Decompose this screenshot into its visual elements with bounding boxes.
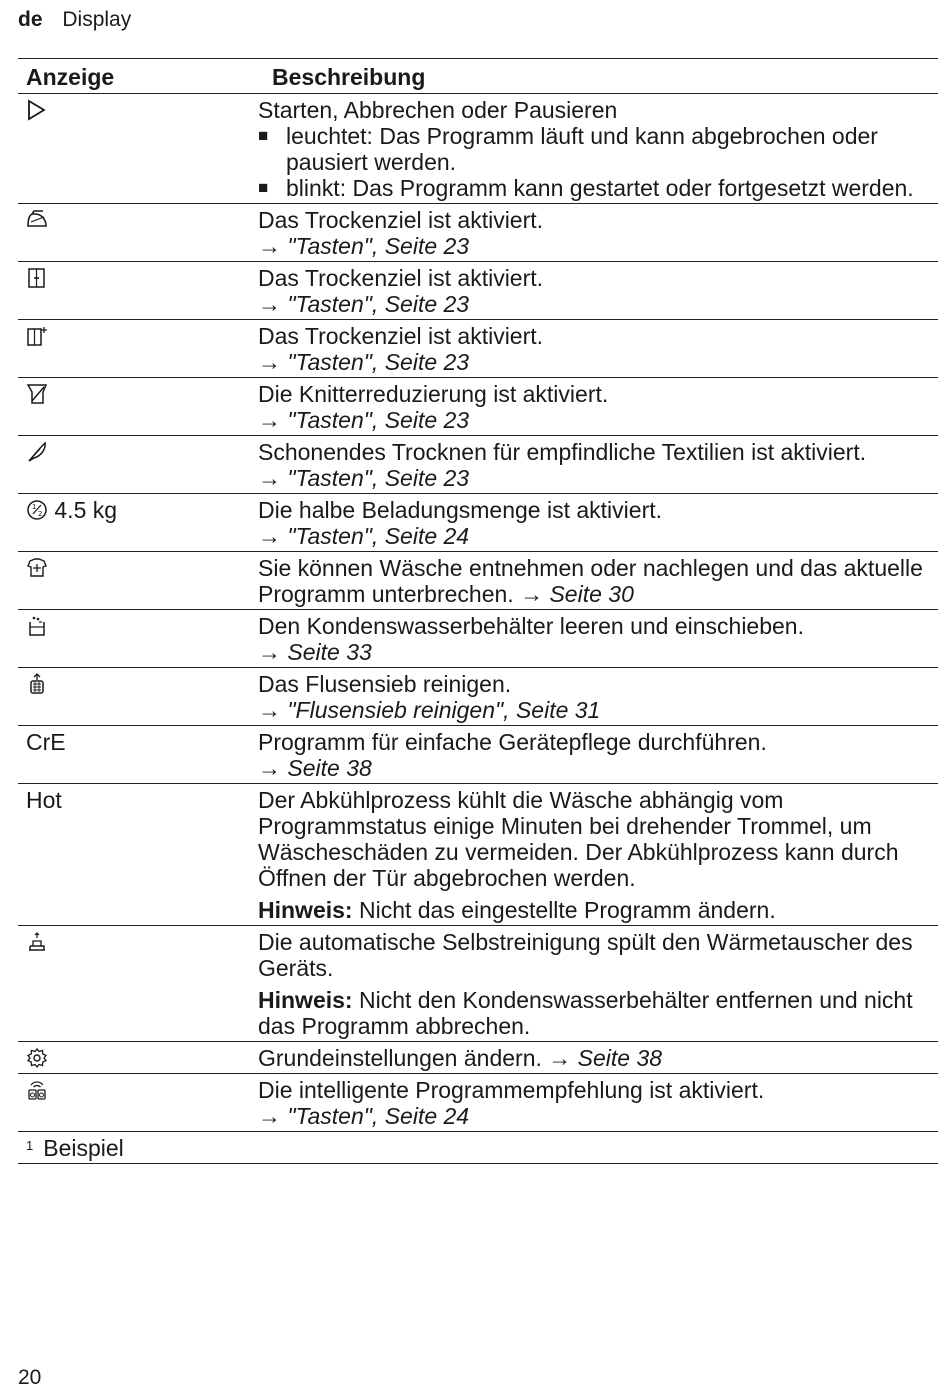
table-row	[18, 94, 938, 204]
arrow: →	[258, 523, 281, 549]
arrow: →	[258, 349, 281, 375]
footnote-cell	[18, 1132, 938, 1164]
description-text: Das Trockenziel ist aktiviert.	[258, 207, 544, 233]
display-cell	[18, 378, 250, 436]
table-row	[18, 1074, 938, 1132]
arrow: →	[258, 697, 281, 723]
arrow: →	[258, 1103, 281, 1129]
bullet-item: ■ blinkt: Das Programm kann gestartet oder fortgesetzt werden.	[258, 175, 930, 201]
description-text: Das Flusensieb reinigen.	[258, 671, 512, 697]
table-row	[18, 1042, 938, 1074]
table-row	[18, 926, 938, 1042]
column-header-display: Anzeige	[18, 59, 250, 94]
svg-text:1: 1	[32, 503, 37, 511]
description-cell	[250, 1042, 938, 1074]
arrow: →	[520, 581, 544, 607]
description-text: Starten, Abbrechen oder Pausieren	[258, 97, 618, 123]
smart-recommendation-icon	[26, 1078, 48, 1102]
column-header-description: Beschreibung	[250, 59, 938, 94]
page-reference-link[interactable]: "Tasten", Seite 23	[287, 465, 470, 491]
description-cell	[250, 262, 938, 320]
page-reference-link[interactable]: Seite 38	[287, 755, 372, 781]
description-cell	[250, 436, 938, 494]
description-text: Sie können Wäsche entnehmen oder nachlegen und das aktuelle Programm unterbrechen.	[258, 555, 923, 607]
note	[258, 987, 930, 1039]
description-cell	[250, 378, 938, 436]
gear-icon	[26, 1046, 48, 1070]
self-cleaning-icon	[26, 930, 48, 954]
display-cell	[18, 926, 250, 1042]
display-cell	[18, 436, 250, 494]
note	[258, 897, 930, 923]
table-row	[18, 436, 938, 494]
table-row	[18, 668, 938, 726]
page-header	[18, 8, 131, 32]
footnote-row	[18, 1132, 938, 1164]
display-cell	[18, 610, 250, 668]
section-title: Display	[62, 8, 132, 31]
display-cell	[18, 726, 250, 784]
description-cell	[250, 552, 938, 610]
description-text: Der Abkühlprozess kühlt die Wäsche abhängig vom Programmstatus einige Minuten bei drehender Trommel, um Wäscheschäden zu vermeiden. Der Abkühlprozess kann durch Öffnen der Tür abgebrochen werden.	[258, 787, 899, 891]
description-cell	[250, 494, 938, 552]
arrow: →	[258, 755, 281, 781]
wardrobe-plus-icon	[26, 324, 48, 348]
note-text: Nicht das eingestellte Programm ändern.	[358, 897, 776, 923]
page-reference-link[interactable]: Seite 33	[287, 639, 372, 665]
note-text: Nicht den Kondenswasserbehälter entfernen und nicht das Programm abbrechen.	[258, 987, 913, 1039]
description-text: Das Trockenziel ist aktiviert.	[258, 323, 544, 349]
footnote-mark: 1	[26, 1138, 34, 1153]
table-row	[18, 610, 938, 668]
description-cell	[250, 926, 938, 1042]
description-cell	[250, 726, 938, 784]
description-cell	[250, 320, 938, 378]
display-cell	[18, 784, 250, 926]
arrow: →	[258, 291, 281, 317]
description-text: Die automatische Selbstreinigung spült den Wärmetauscher des Geräts.	[258, 929, 913, 981]
half-load-icon	[26, 498, 48, 522]
table-row	[18, 378, 938, 436]
display-cell	[18, 494, 250, 552]
note-label: Hinweis:	[258, 987, 353, 1013]
display-cell	[18, 262, 250, 320]
display-code-label: Hot	[26, 787, 62, 813]
description-text: Das Trockenziel ist aktiviert.	[258, 265, 544, 291]
display-code-label: CrE	[26, 729, 66, 755]
description-cell	[250, 94, 938, 204]
table-row	[18, 204, 938, 262]
display-cell	[18, 668, 250, 726]
table-row	[18, 726, 938, 784]
page-reference-link[interactable]: "Tasten", Seite 24	[287, 1103, 470, 1129]
display-cell	[18, 552, 250, 610]
page-reference-link[interactable]: "Flusensieb reinigen", Seite 31	[287, 697, 601, 723]
svg-text:2: 2	[38, 510, 43, 518]
anti-crease-shirt-icon	[26, 382, 48, 406]
arrow: →	[258, 407, 281, 433]
page-reference-link[interactable]: "Tasten", Seite 23	[287, 349, 470, 375]
table-row	[18, 262, 938, 320]
arrow: →	[548, 1045, 572, 1071]
page-reference-link[interactable]: Seite 30	[549, 581, 634, 607]
footnote-text: Beispiel	[43, 1135, 124, 1161]
language-code: de	[18, 8, 43, 31]
page-reference-link[interactable]: "Tasten", Seite 24	[287, 523, 470, 549]
page-reference-link[interactable]: "Tasten", Seite 23	[287, 233, 470, 259]
page-reference-link[interactable]: "Tasten", Seite 23	[287, 407, 470, 433]
page-reference-link[interactable]: "Tasten", Seite 23	[287, 291, 470, 317]
table-row	[18, 552, 938, 610]
display-table	[18, 58, 938, 1164]
table-row	[18, 784, 938, 926]
page-reference-link[interactable]: Seite 38	[577, 1045, 663, 1071]
description-cell	[250, 1074, 938, 1132]
display-cell	[18, 94, 250, 204]
description-cell	[250, 610, 938, 668]
description-text: Die halbe Beladungsmenge ist aktiviert.	[258, 497, 663, 523]
add-laundry-icon	[26, 556, 48, 580]
display-cell	[18, 320, 250, 378]
lint-filter-icon	[26, 672, 48, 696]
arrow: →	[258, 465, 281, 491]
description-text: Den Kondenswasserbehälter leeren und einschieben.	[258, 613, 804, 639]
description-text: Programm für einfache Gerätepflege durchführen.	[258, 729, 767, 755]
play-triangle-icon	[26, 98, 48, 122]
feather-icon	[26, 440, 48, 464]
description-text: Die intelligente Programmempfehlung ist aktiviert.	[258, 1077, 765, 1103]
description-text: Schonendes Trocknen für empfindliche Textilien ist aktiviert.	[258, 439, 867, 465]
arrow: →	[258, 233, 281, 259]
table-header-row	[18, 59, 938, 94]
display-cell	[18, 1074, 250, 1132]
table-row	[18, 320, 938, 378]
display-cell	[18, 1042, 250, 1074]
description-text: Die Knitterreduzierung ist aktiviert.	[258, 381, 609, 407]
table-row	[18, 494, 938, 552]
arrow: →	[258, 639, 281, 665]
description-cell	[250, 204, 938, 262]
water-container-icon	[26, 614, 48, 638]
page-number: 20	[18, 1366, 42, 1389]
description-cell	[250, 784, 938, 926]
description-text: Grundeinstellungen ändern.	[258, 1045, 542, 1071]
iron-icon	[26, 208, 48, 232]
load-label: 4.5 kg	[54, 497, 118, 523]
description-cell	[250, 668, 938, 726]
note-label: Hinweis:	[258, 897, 353, 923]
display-cell	[18, 204, 250, 262]
bullet-item: ■ leuchtet: Das Programm läuft und kann abgebrochen oder pausiert werden.	[258, 123, 930, 175]
wardrobe-icon	[26, 266, 48, 290]
